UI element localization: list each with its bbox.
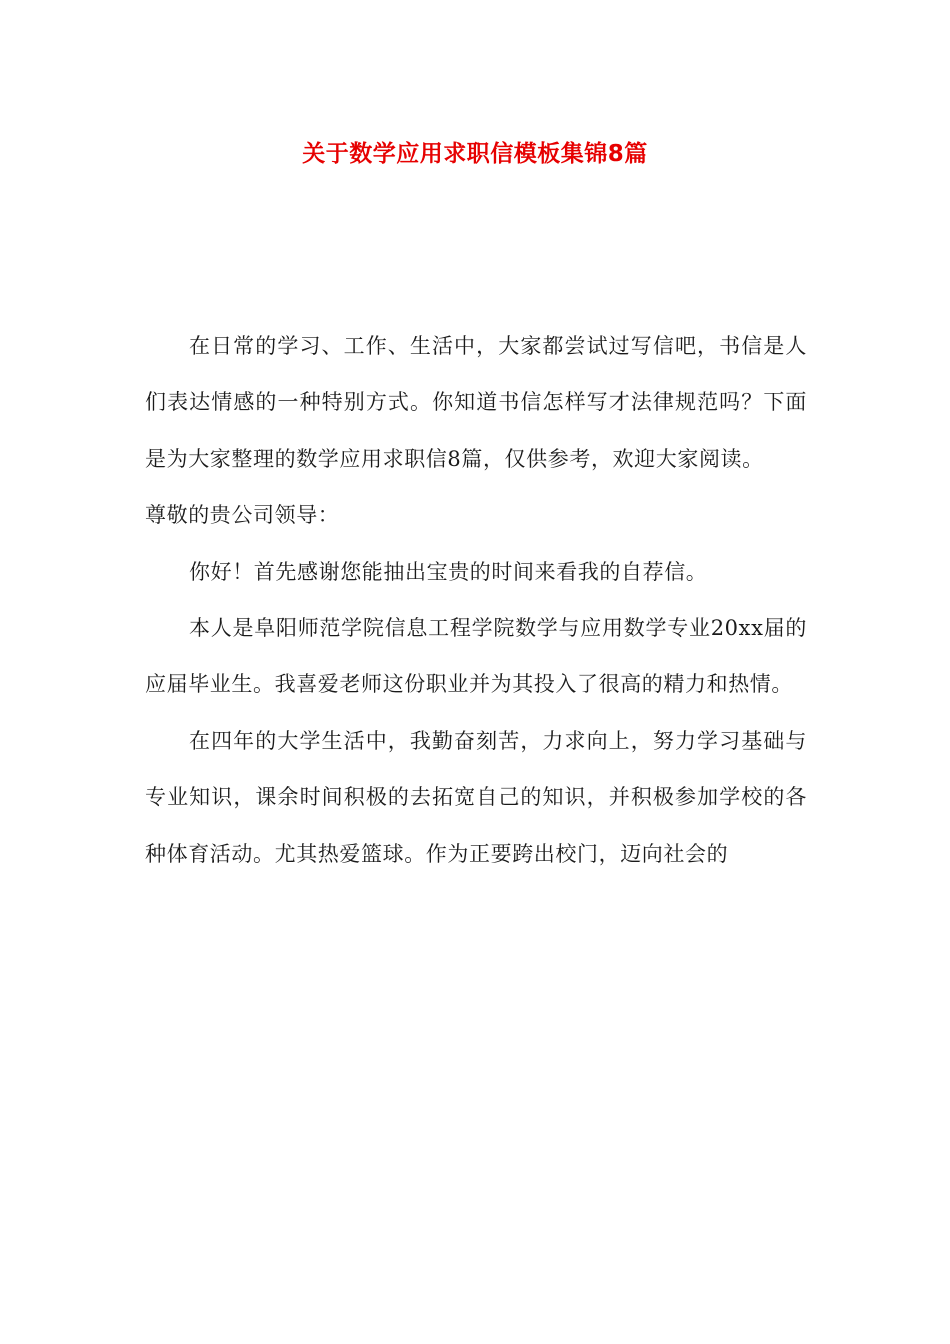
document-title: 关于数学应用求职信模板集锦8篇 xyxy=(302,141,648,167)
document-body xyxy=(145,318,807,882)
paragraph-greeting: 你好！首先感谢您能抽出宝贵的时间来看我的自荐信。 xyxy=(189,559,708,584)
paragraph-intro: 在日常的学习、工作、生活中，大家都尝试过写信吧，书信是人们表达情感的一种特别方式。你知道书信怎样写才法律规范吗？下面是为大家整理的数学应用求职信8篇，仅供参考，欢迎大家阅读。 xyxy=(145,334,807,471)
paragraph-salutation: 尊敬的贵公司领导： xyxy=(145,503,340,528)
paragraph-university-life: 在四年的大学生活中，我勤奋刻苦，力求向上，努力学习基础与专业知识，课余时间积极的去拓宽自己的知识，并积极参加学校的各种体育活动。尤其热爱篮球。作为正要跨出校门，迈向社会的 xyxy=(145,728,807,866)
paragraph-self-introduction: 本人是阜阳师范学院信息工程学院数学与应用数学专业20xx届的应届毕业生。我喜爱老师这份职业并为其投入了很高的精力和热情。 xyxy=(145,616,807,697)
